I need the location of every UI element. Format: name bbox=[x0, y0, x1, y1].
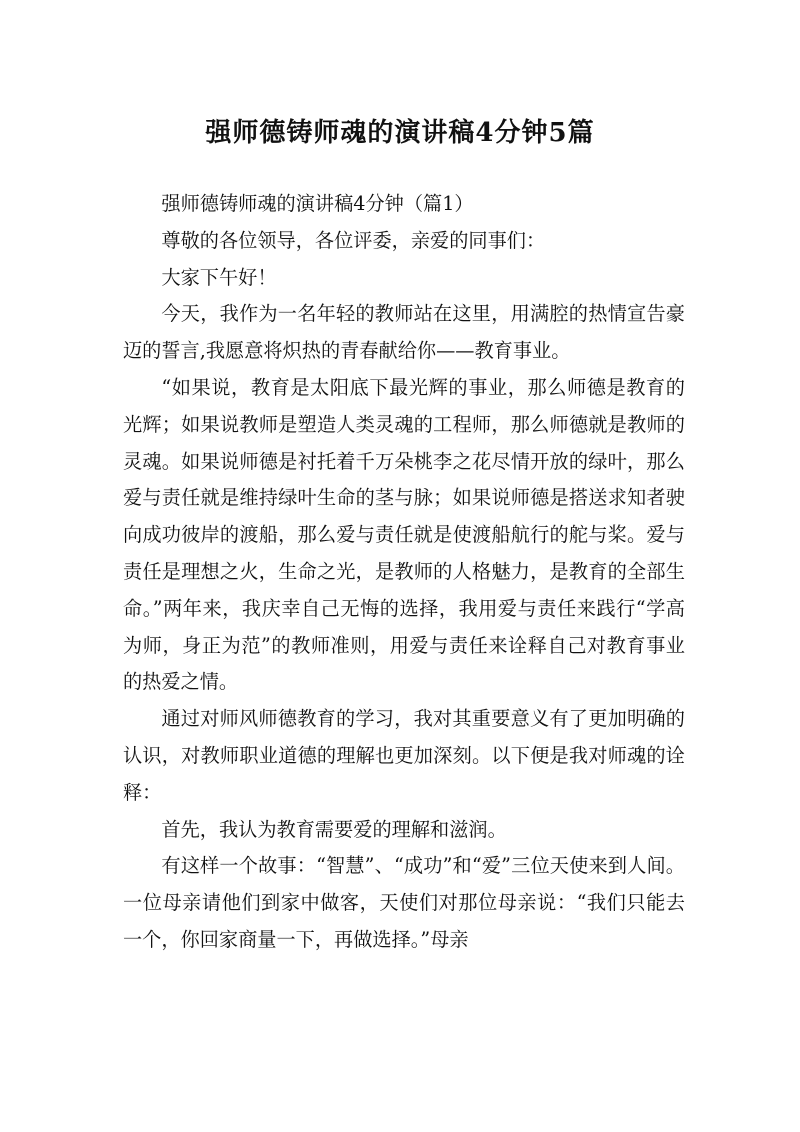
salutation-line: 大家下午好！ bbox=[161, 265, 277, 289]
document-body bbox=[123, 186, 685, 959]
section-heading: 强师德铸师魂的演讲稿4分钟（篇1） bbox=[161, 192, 474, 215]
body-paragraph: 通过对师风师德教育的学习，我对其重要意义有了更加明确的认识，对教师职业道德的理解也更加深刻。以下便是我对师魂的诠释： bbox=[123, 707, 685, 804]
body-paragraph: 今天，我作为一名年轻的教师站在这里，用满腔的热情宣告豪迈的誓言,我愿意将炽热的青春献给你——教育事业。 bbox=[123, 302, 685, 363]
body-paragraph: 有这样一个故事：“智慧”、“成功”和“爱”三位天使来到人间。一位母亲请他们到家中做客，天使们对那位母亲说：“我们只能去一个，你回家商量一下，再做选择。”母亲 bbox=[123, 854, 685, 951]
body-paragraph: “如果说，教育是太阳底下最光辉的事业，那么师德是教育的光辉；如果说教师是塑造人类灵魂的工程师，那么师德就是教师的灵魂。如果说师德是衬托着千万朵桃李之花尽情开放的绿叶，那么爱与责任就是维持绿叶生命的茎与脉；如果说师德是搭送求知者驶向成功彼岸的渡船，那么爱与责任就是使渡船航行的舵与桨。爱与责任是理想之火，生命之光，是教师的人格魅力，是教育的全部生命。”两年来，我庆幸自己无悔的选择，我用爱与责任来践行“学高为师，身正为范”的教师准则，用爱与责任来诠释自己对教育事业的热爱之情。 bbox=[123, 375, 685, 694]
body-paragraph: 首先，我认为教育需要爱的理解和滋润。 bbox=[161, 817, 507, 841]
greeting-line: 尊敬的各位领导，各位评委，亲爱的同事们： bbox=[161, 228, 546, 252]
document-title: 强师德铸师魂的演讲稿4分钟5篇 bbox=[205, 118, 595, 149]
